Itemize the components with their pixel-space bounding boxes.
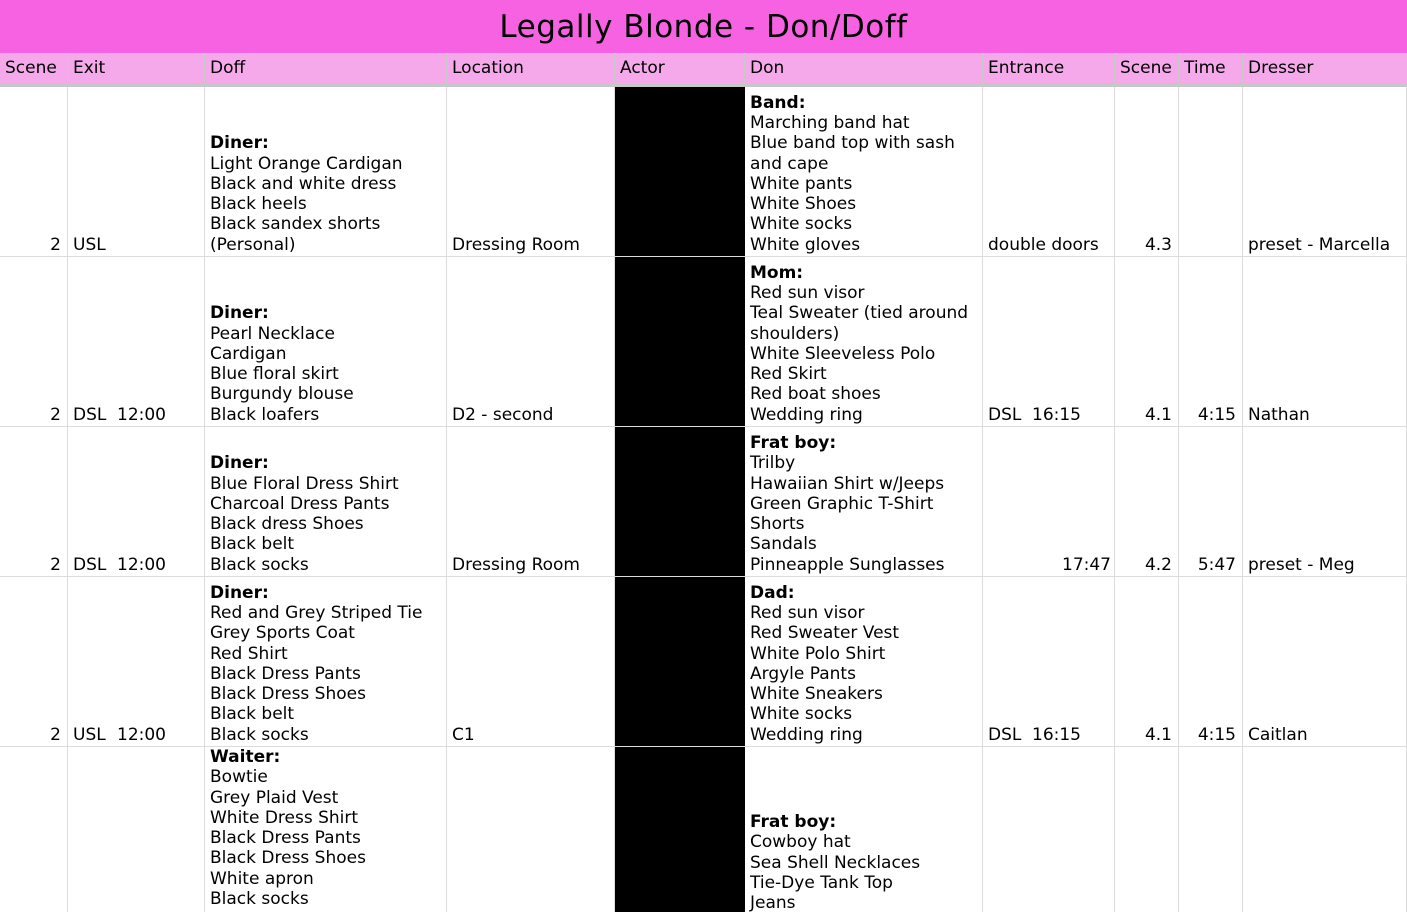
header-entrance[interactable]: Entrance: [983, 54, 1115, 83]
cell-line: Cowboy hat: [750, 832, 851, 853]
cell-line: shoulders): [750, 323, 840, 344]
scene-2-cell[interactable]: [1115, 577, 1179, 746]
cell-line: Black sandex shorts: [210, 214, 381, 235]
table-row: [0, 747, 1407, 912]
cell-line: Teal Sweater (tied around: [750, 303, 969, 324]
cell-line: Grey Plaid Vest: [210, 787, 339, 808]
header-exit[interactable]: Exit: [68, 54, 205, 83]
dresser-cell[interactable]: [1243, 577, 1407, 746]
cell-heading: Mom:: [750, 262, 804, 283]
cell-line: 2: [50, 234, 61, 255]
cell-line: Caitlan: [1248, 724, 1308, 745]
header-don[interactable]: Don: [745, 54, 983, 83]
cell-line: (Personal): [210, 234, 296, 255]
header-location[interactable]: Location: [447, 54, 615, 83]
exit-value: [73, 725, 199, 745]
cell-heading: Dad:: [750, 582, 795, 603]
time-cell[interactable]: [1179, 257, 1243, 426]
entrance-time: 17:47: [1062, 554, 1111, 575]
header-actor[interactable]: Actor: [615, 54, 745, 83]
entrance-cell[interactable]: [983, 747, 1115, 912]
cell-line: Argyle Pants: [750, 663, 856, 684]
cell-line: White Dress Shirt: [210, 807, 359, 828]
cell-line: White Polo Shirt: [750, 643, 886, 664]
column-header-row: [0, 54, 1407, 87]
exit-time: 12:00: [117, 404, 166, 425]
time-cell[interactable]: [1179, 427, 1243, 576]
cell-line: Red boat shoes: [750, 384, 881, 405]
cell-line: Sea Shell Necklaces: [750, 852, 921, 873]
table-row: [0, 87, 1407, 257]
cell-line: Charcoal Dress Pants: [210, 493, 390, 514]
entrance-cell[interactable]: [983, 87, 1115, 256]
exit-value: [73, 405, 199, 425]
cell-line: Black Dress Pants: [210, 828, 361, 849]
cell-line: Trilby: [750, 453, 796, 474]
cell-line: Wedding ring: [750, 404, 863, 425]
exit-value: [73, 555, 199, 575]
entrance-position: double doors: [988, 234, 1099, 255]
entrance-position: DSL: [988, 724, 1022, 745]
cell-line: Red Skirt: [750, 364, 827, 385]
entrance-position: DSL: [988, 404, 1022, 425]
doff-cell[interactable]: [205, 427, 447, 576]
cell-line: Grey Sports Coat: [210, 623, 355, 644]
cell-line: 2: [50, 404, 61, 425]
doff-cell[interactable]: [205, 747, 447, 912]
cell-line: 4.1: [1144, 404, 1172, 425]
header-doff[interactable]: Doff: [205, 54, 447, 83]
cell-line: Red sun visor: [750, 282, 865, 303]
cell-line: White pants: [750, 173, 853, 194]
time-cell[interactable]: [1179, 87, 1243, 256]
cell-line: Red Shirt: [210, 643, 288, 664]
cell-heading: Waiter:: [210, 747, 281, 767]
cell-line: Jeans: [750, 893, 796, 912]
header-scene-2[interactable]: Scene: [1115, 54, 1179, 83]
dresser-cell[interactable]: [1243, 257, 1407, 426]
cell-line: Black heels: [210, 194, 307, 215]
cell-line: preset - Marcella: [1248, 234, 1391, 255]
entrance-value: [1062, 555, 1111, 575]
time-cell[interactable]: [1179, 577, 1243, 746]
entrance-value: [988, 235, 1109, 255]
cell-heading: Band:: [750, 92, 806, 113]
don-cell[interactable]: [745, 427, 983, 576]
cell-line: and cape: [750, 153, 829, 174]
cell-heading: Diner:: [210, 582, 269, 603]
actor-cell[interactable]: [615, 427, 745, 576]
location-cell[interactable]: [447, 427, 615, 576]
scene-2-cell[interactable]: [1115, 257, 1179, 426]
dresser-cell[interactable]: [1243, 427, 1407, 576]
cell-heading: Diner:: [210, 133, 269, 154]
cell-line: Dressing Room: [452, 234, 580, 255]
cell-line: C1: [452, 724, 475, 745]
entrance-cell[interactable]: [983, 427, 1115, 576]
actor-cell[interactable]: [615, 257, 745, 426]
cell-heading: Frat boy:: [750, 432, 837, 453]
cell-line: White apron: [210, 868, 314, 889]
cell-line: White Sleeveless Polo: [750, 343, 936, 364]
cell-line: 4.1: [1144, 724, 1172, 745]
cell-line: Black and white dress: [210, 173, 397, 194]
dresser-cell[interactable]: [1243, 87, 1407, 256]
cell-line: Blue floral skirt: [210, 364, 339, 385]
scene-cell[interactable]: [0, 257, 68, 426]
cell-heading: Diner:: [210, 303, 269, 324]
exit-cell[interactable]: [68, 427, 205, 576]
location-cell[interactable]: [447, 87, 615, 256]
cell-line: Black Dress Pants: [210, 663, 361, 684]
scene-cell[interactable]: [0, 577, 68, 746]
cell-line: Pearl Necklace: [210, 323, 335, 344]
cell-line: Nathan: [1248, 404, 1310, 425]
cell-line: Black socks: [210, 889, 309, 910]
cell-line: Blue band top with sash: [750, 133, 955, 154]
cell-line: Tie-Dye Tank Top: [750, 872, 893, 893]
entrance-value: [988, 725, 1109, 745]
cell-line: preset - Meg: [1248, 554, 1355, 575]
cell-heading: Frat boy:: [750, 812, 837, 832]
cell-line: 2: [50, 554, 61, 575]
cell-line: Blue Floral Dress Shirt: [210, 473, 399, 494]
don-cell[interactable]: [745, 257, 983, 426]
cell-line: Black socks: [210, 554, 309, 575]
exit-time: 12:00: [117, 724, 166, 745]
entrance-cell[interactable]: [983, 257, 1115, 426]
cell-line: 4:15: [1197, 724, 1236, 745]
exit-position: DSL: [73, 554, 107, 575]
entrance-time: 16:15: [1032, 404, 1081, 425]
cell-line: Shorts: [750, 514, 805, 535]
entrance-value: [988, 405, 1109, 425]
cell-line: D2 - second: [452, 404, 554, 425]
cell-line: Black belt: [210, 534, 295, 555]
location-cell[interactable]: [447, 257, 615, 426]
sheet-title[interactable]: Legally Blonde - Don/Doff: [0, 0, 1407, 54]
header-scene[interactable]: Scene: [0, 54, 68, 83]
exit-position: USL: [73, 724, 106, 745]
dresser-cell[interactable]: [1243, 747, 1407, 912]
cell-line: 4.3: [1144, 234, 1172, 255]
cell-line: Black dress Shoes: [210, 514, 364, 535]
don-cell[interactable]: [745, 577, 983, 746]
table-row: [0, 427, 1407, 577]
actor-cell[interactable]: [615, 87, 745, 256]
cell-line: Red sun visor: [750, 602, 865, 623]
don-cell[interactable]: [745, 747, 983, 912]
doff-cell[interactable]: [205, 257, 447, 426]
cell-line: Marching band hat: [750, 112, 910, 133]
time-cell[interactable]: [1179, 747, 1243, 912]
don-cell[interactable]: [745, 87, 983, 256]
scene-2-cell[interactable]: [1115, 747, 1179, 912]
exit-position: USL: [73, 234, 106, 255]
cell-line: Burgundy blouse: [210, 384, 354, 405]
cell-line: Pinneapple Sunglasses: [750, 554, 945, 575]
cell-heading: Diner:: [210, 453, 269, 474]
scene-cell[interactable]: [0, 87, 68, 256]
actor-cell[interactable]: [615, 747, 745, 912]
cell-line: Sandals: [750, 534, 817, 555]
cell-line: 2: [50, 724, 61, 745]
doff-cell[interactable]: [205, 577, 447, 746]
exit-cell[interactable]: [68, 87, 205, 256]
cell-line: 5:47: [1197, 554, 1236, 575]
cell-line: White Sneakers: [750, 684, 883, 705]
exit-cell[interactable]: [68, 577, 205, 746]
actor-cell[interactable]: [615, 577, 745, 746]
cell-line: 4:15: [1197, 404, 1236, 425]
location-cell[interactable]: [447, 747, 615, 912]
scene-2-cell[interactable]: [1115, 427, 1179, 576]
exit-value: [73, 235, 199, 255]
cell-line: Black loafers: [210, 404, 320, 425]
exit-time: 12:00: [117, 554, 166, 575]
cell-line: White gloves: [750, 234, 861, 255]
exit-position: DSL: [73, 404, 107, 425]
table-row: [0, 257, 1407, 427]
cell-line: White Shoes: [750, 194, 857, 215]
cell-line: Black belt: [210, 704, 295, 725]
cell-line: Red Sweater Vest: [750, 623, 900, 644]
cell-line: Black socks: [210, 724, 309, 745]
exit-cell[interactable]: [68, 747, 205, 912]
header-time[interactable]: Time: [1179, 54, 1243, 83]
entrance-cell[interactable]: [983, 577, 1115, 746]
cell-line: Wedding ring: [750, 724, 863, 745]
cell-line: Light Orange Cardigan: [210, 153, 403, 174]
cell-line: Hawaiian Shirt w/Jeeps: [750, 473, 945, 494]
cell-line: 4.2: [1144, 554, 1172, 575]
exit-cell[interactable]: [68, 257, 205, 426]
location-cell[interactable]: [447, 577, 615, 746]
doff-cell[interactable]: [205, 87, 447, 256]
cell-line: Cardigan: [210, 343, 287, 364]
scene-cell[interactable]: [0, 427, 68, 576]
entrance-time: 16:15: [1032, 724, 1081, 745]
cell-line: Green Graphic T-Shirt: [750, 493, 934, 514]
cell-line: Bowtie: [210, 767, 268, 788]
cell-line: White socks: [750, 214, 853, 235]
cell-line: Black Dress Shoes: [210, 848, 366, 869]
cell-line: White socks: [750, 704, 853, 725]
cell-line: Red and Grey Striped Tie: [210, 602, 423, 623]
scene-cell[interactable]: [0, 747, 68, 912]
header-dresser[interactable]: Dresser: [1248, 58, 1314, 78]
cell-line: Black Dress Shoes: [210, 684, 366, 705]
scene-2-cell[interactable]: [1115, 87, 1179, 256]
table-row: [0, 577, 1407, 747]
cell-line: Dressing Room: [452, 554, 580, 575]
